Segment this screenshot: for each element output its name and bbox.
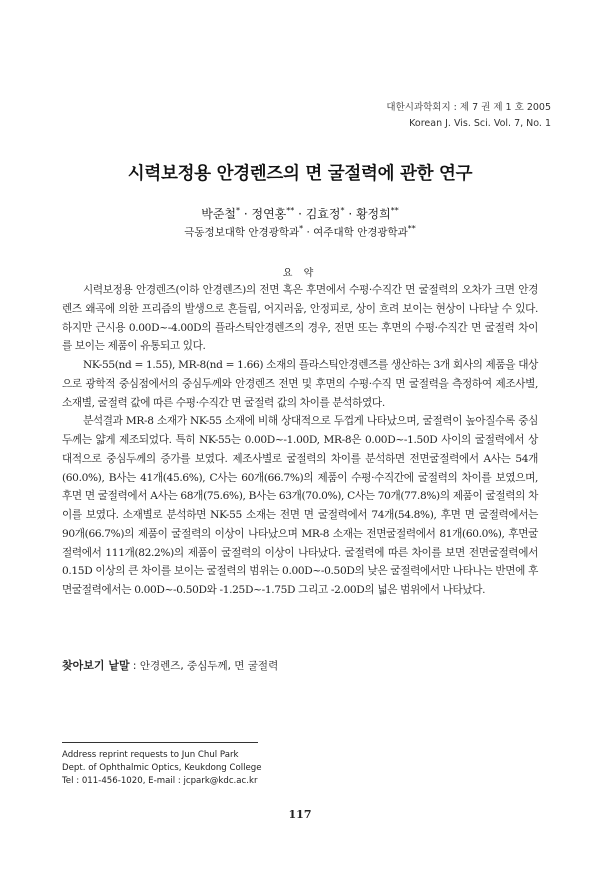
page-number: 117 — [288, 808, 312, 821]
journal-header-korean: 대한시과학회지 : 제 7 권 제 1 호 2005 — [386, 102, 551, 113]
author-separator: · — [240, 207, 252, 221]
paper-title: 시력보정용 안경렌즈의 면 굴절력에 관한 연구 — [127, 164, 473, 184]
author-name: 정연홍 — [251, 207, 287, 221]
affiliation-list — [0, 224, 600, 240]
footnote-divider — [62, 742, 258, 743]
author-name: 황정희 — [355, 207, 391, 221]
affiliation-mark: ** — [407, 224, 416, 233]
abstract-paragraph: 분석결과 MR-8 소재가 NK-55 소재에 비해 상대적으로 두껍게 나타났으며, 굴절력이 높아질수록 중심두께는 얇게 제조되었다. 특히 NK-55는 0.00D~-1.00D, MR-8은 0.00D~-1.50D 사이의 굴절력에서 상대적으로 중심두께의 증가를 보였다. 제조사별로 굴절력의 차이를 분석하면 전면굴절력에서 A사는 54개(60.0%), B사는 41개(45.6%), C사는 60개(66.7%)의 제품이 수평·수직간에 굴절력의 차이를 보였으며, 후면 면 굴절력에서 A사는 68개(75.6%), B사는 63개(70.0%), C사는 70개(77.8%)의 제품이 굴절력의 차이를 보였다. 소재별로 분석하면 NK-55 소재는 전면 면 굴절력에서 74개(54.8%), 후면 면 굴절력에서는 90개(66.7%)의 제품이 굴절력의 이상이 나타났으며 MR-8 소재는 전면굴절력에서 81개(60.0%), 후면굴절력에서 111개(82.2%)의 제품이 굴절력의 이상이 나타났다. 굴절력에 따른 차이를 보면 전면굴절력에서 0.15D 이상의 큰 차이를 보이는 굴절력의 범위는 0.00D~-0.50D의 낮은 굴절력에서만 나타나는 반면에 후면굴절력에서는 0.00D~-0.50D와 -1.25D~-1.75D 그리고 -2.00D의 넓은 범위에서 나타났다. — [62, 415, 538, 596]
author-name: 박준철 — [201, 207, 237, 221]
abstract-paragraph: NK-55(nd = 1.55), MR-8(nd = 1.66) 소재의 플라스틱안경렌즈를 생산하는 3개 회사의 제품을 대상으로 광학적 중심점에서의 중심두께와 안경렌즈 전면 및 후면의 수평·수직 면 굴절력을 측정하여 제조사별, 소재별, 굴절력 값에 따른 수평·수직간 면 굴절력 값의 차이를 분석하였다. — [62, 359, 538, 409]
footnote-line: Dept. of Ophthalmic Optics, Keukdong College — [62, 763, 262, 773]
affiliation: 여주대학 안경광학과 — [313, 226, 408, 239]
keywords-value: 안경렌즈, 중심두께, 면 굴절력 — [139, 660, 279, 672]
abstract-body — [62, 281, 538, 600]
keywords — [62, 657, 278, 673]
footnote-line: Tel : 011-456-1020, E-mail : jcpark@kdc.ac.kr — [62, 776, 258, 786]
author-name: 김효정 — [305, 207, 341, 221]
author-list — [0, 205, 600, 222]
affiliation: 극동정보대학 안경광학과 — [184, 226, 300, 239]
affiliation-mark: * — [340, 206, 345, 215]
abstract-paragraph: 시력보정용 안경렌즈(이하 안경렌즈)의 전면 혹은 후면에서 수평·수직간 면 굴절력의 오차가 크면 안경렌즈 왜곡에 의한 프리즘의 발생으로 흔들림, 어지러움, 안정피로, 상이 흐려 보이는 현상이 나타날 수 있다. 하지만 근시용 0.00D~-4.00D의 플라스틱안경렌즈의 경우, 전면 또는 후면의 수평·수직간 면 굴절력 차이를 보이는 제품이 유통되고 있다. — [62, 284, 538, 353]
keywords-separator: : — [129, 660, 140, 672]
footnote-line: Address reprint requests to Jun Chul Park — [62, 750, 239, 760]
affiliation-separator: · — [303, 226, 314, 239]
journal-header-english: Korean J. Vis. Sci. Vol. 7, No. 1 — [409, 118, 551, 129]
author-separator: · — [344, 207, 356, 221]
author-separator: · — [294, 207, 306, 221]
keywords-label: 찾아보기 낱말 — [62, 659, 130, 672]
correspondence-footnote — [62, 749, 262, 788]
affiliation-mark: * — [236, 206, 241, 215]
journal-header — [386, 100, 551, 132]
affiliation-mark: ** — [390, 206, 399, 215]
abstract-heading: 요 약 — [282, 268, 318, 279]
affiliation-mark: * — [299, 224, 304, 233]
affiliation-mark: ** — [286, 206, 295, 215]
